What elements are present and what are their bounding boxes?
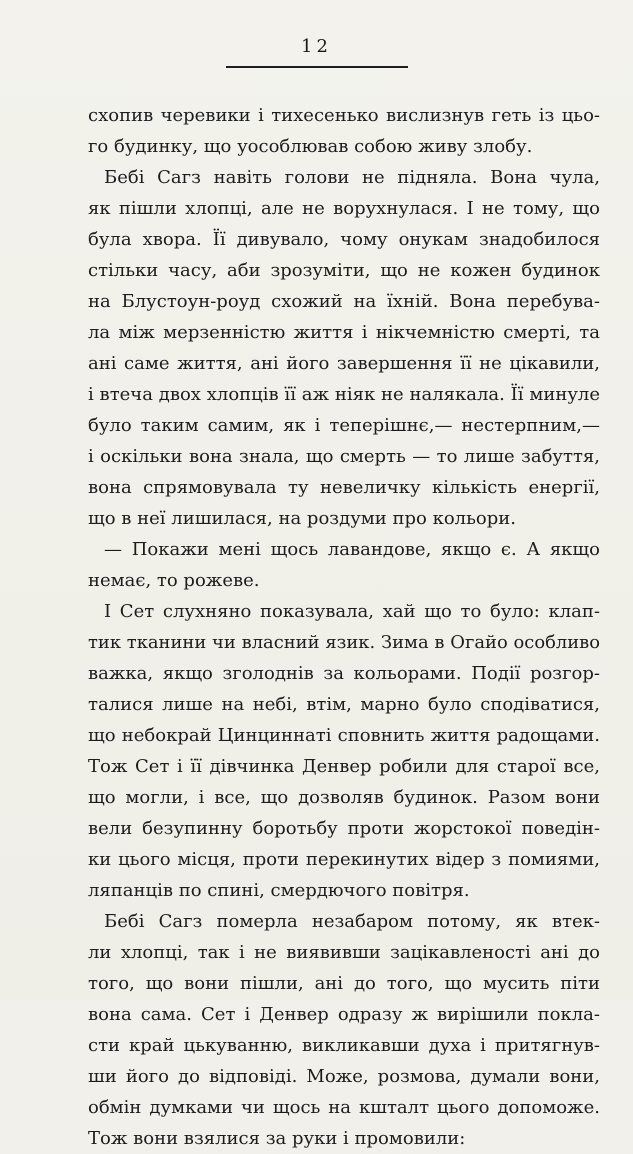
text-line: тик тканини чи власний язик. Зима в Огайо особливо xyxy=(88,632,600,653)
page-number: 12 xyxy=(301,36,332,57)
header-rule xyxy=(226,66,408,68)
text-line: обмін думками чи щось на кшталт цього допоможе. xyxy=(88,1097,600,1118)
text-line: талися лише на небі, втім, марно було сподіватися, xyxy=(88,694,600,715)
text-line: що небокрай Цинциннаті сповнить життя радощами. xyxy=(88,725,600,746)
body-text xyxy=(88,100,600,1154)
text-line: ки цього місця, проти перекинутих відер з помиями, xyxy=(88,849,600,870)
text-line: І Сет слухняно показувала, хай що то було: клап- xyxy=(104,601,600,622)
text-line: вона сама. Сет і Денвер одразу ж вирішили покла- xyxy=(88,1004,600,1025)
text-line: Тож Сет і її дівчинка Денвер робили для старої все, xyxy=(88,756,600,777)
text-line: була хвора. Її дивувало, чому онукам знадобилося xyxy=(88,229,600,250)
text-line: сти край цькуванню, викликавши духа і притягнув- xyxy=(88,1035,600,1056)
text-line: вона спрямовувала ту невеличку кількість енергії, xyxy=(88,477,600,498)
text-line: стільки часу, аби зрозуміти, що не кожен будинок xyxy=(88,260,600,281)
text-line: що могли, і все, що дозволяв будинок. Разом вони xyxy=(88,787,600,808)
text-line: го будинку, що уособлював собою живу злобу. xyxy=(88,136,533,157)
text-line: що в неї лишилася, на роздуми про кольори. xyxy=(88,508,516,529)
text-line: немає, то рожеве. xyxy=(88,570,260,591)
text-line: вели безупинну боротьбу проти жорстокої поведін- xyxy=(88,818,600,839)
text-line: — Покажи мені щось лавандове, якщо є. А якщо xyxy=(104,539,600,560)
paragraph-4 xyxy=(88,596,600,906)
paragraph-1 xyxy=(88,100,600,162)
text-line: важка, якщо зголоднів за кольорами. Події розгор- xyxy=(88,663,600,684)
text-line: і оскільки вона знала, що смерть — то лише забуття, xyxy=(88,446,600,467)
text-line: Бебі Сагз навіть голови не підняла. Вона чула, xyxy=(104,167,600,188)
text-line: ляпанців по спині, смердючого повітря. xyxy=(88,880,470,901)
paragraph-2 xyxy=(88,162,600,534)
text-line: і втеча двох хлопців її аж ніяк не налякала. Її минуле xyxy=(88,384,600,405)
text-line: ши його до відповіді. Може, розмова, думали вони, xyxy=(88,1066,600,1087)
text-line: Тож вони взялися за руки і промовили: xyxy=(88,1128,466,1149)
text-line: схопив черевики і тихесенько вислизнув геть із цьо- xyxy=(88,105,600,126)
text-line: як пішли хлопці, але не ворухнулася. І не тому, що xyxy=(88,198,600,219)
paragraph-3 xyxy=(88,534,600,596)
text-line: Бебі Сагз померла незабаром потому, як втек- xyxy=(104,911,600,932)
text-line: ані саме життя, ані його завершення її не цікавили, xyxy=(88,353,600,374)
text-line: було таким самим, як і теперішнє,— нестерпним,— xyxy=(88,415,600,436)
text-line: ла між мерзенністю життя і нікчемністю смерті, та xyxy=(88,322,600,343)
paragraph-5 xyxy=(88,906,600,1154)
page-header xyxy=(0,36,633,68)
text-line: на Блустоун-роуд схожий на їхній. Вона перебува- xyxy=(88,291,600,312)
text-line: ли хлопці, так і не виявивши зацікавленості ані до xyxy=(88,942,600,963)
text-line: того, що вони пішли, ані до того, що мусить піти xyxy=(88,973,600,994)
